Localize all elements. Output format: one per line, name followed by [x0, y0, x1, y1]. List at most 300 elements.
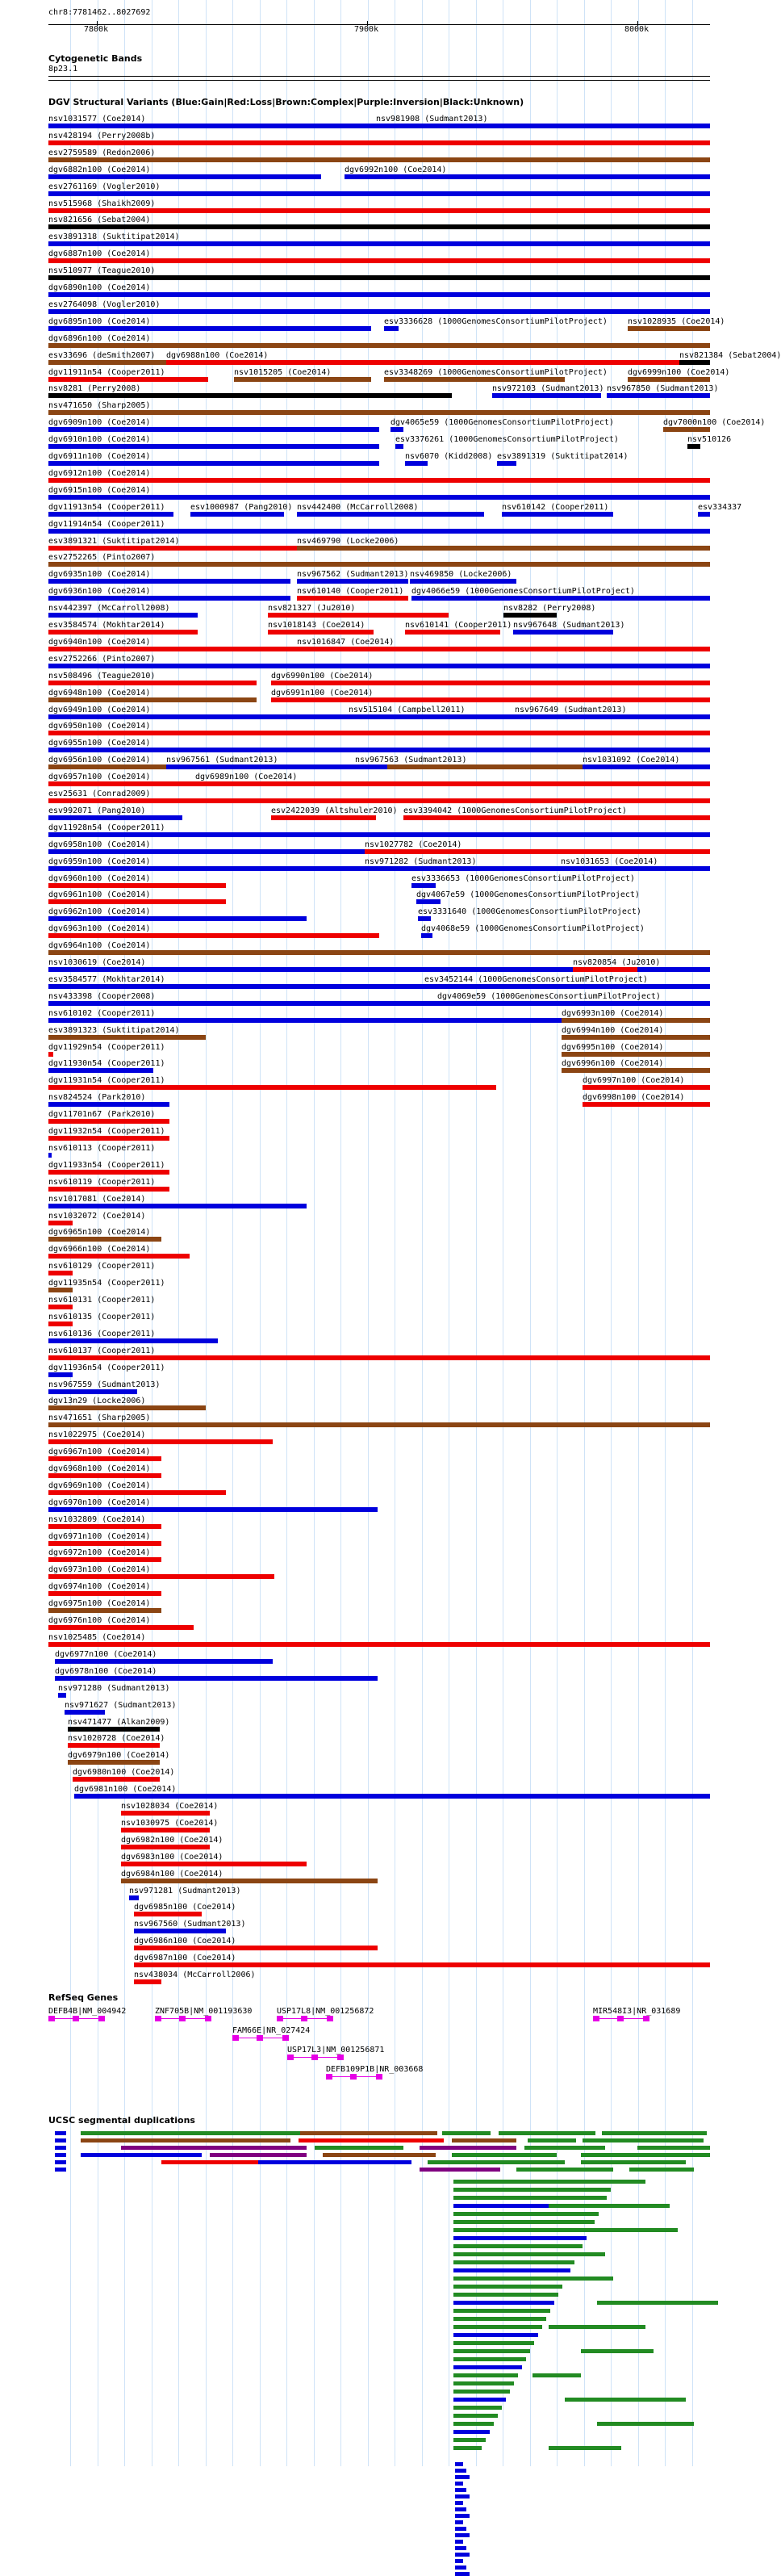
- variant-feature[interactable]: [55, 1676, 378, 1681]
- variant-feature[interactable]: [48, 1119, 169, 1124]
- variant-label[interactable]: nsv610135 (Cooper2011): [48, 1313, 156, 1322]
- variant-feature[interactable]: [562, 1068, 710, 1073]
- variant-label[interactable]: nsv610113 (Cooper2011): [48, 1144, 156, 1153]
- variant-label[interactable]: dgv11913n54 (Cooper2011): [48, 503, 165, 512]
- variant-label[interactable]: dgv6995n100 (Coe2014): [562, 1043, 664, 1052]
- variant-feature[interactable]: [376, 124, 710, 128]
- variant-feature[interactable]: [48, 1405, 206, 1410]
- variant-label[interactable]: dgv6950n100 (Coe2014): [48, 722, 151, 731]
- variant-feature[interactable]: [297, 512, 484, 517]
- segdup-feature[interactable]: [453, 2293, 558, 2297]
- variant-label[interactable]: esv3394042 (1000GenomesConsortiumPilotProject): [403, 806, 627, 815]
- variant-label[interactable]: nsv433398 (Cooper2008): [48, 992, 156, 1001]
- variant-feature[interactable]: [583, 1102, 710, 1107]
- variant-label[interactable]: dgv6909n100 (Coe2014): [48, 418, 151, 427]
- variant-label[interactable]: dgv6972n100 (Coe2014): [48, 1548, 151, 1557]
- variant-label[interactable]: nsv510126: [687, 435, 732, 444]
- variant-feature[interactable]: [48, 1473, 161, 1478]
- variant-label[interactable]: dgv6956n100 (Coe2014): [48, 756, 151, 764]
- variant-label[interactable]: nsv967649 (Sudmant2013): [515, 706, 627, 714]
- variant-label[interactable]: dgv6984n100 (Coe2014): [121, 1870, 223, 1879]
- variant-label[interactable]: dgv11931n54 (Cooper2011): [48, 1076, 165, 1085]
- variant-feature[interactable]: [234, 377, 371, 382]
- segdup-feature[interactable]: [455, 2462, 463, 2466]
- variant-label[interactable]: esv3891323 (Suktitipat2014): [48, 1026, 180, 1035]
- variant-label[interactable]: dgv11930n54 (Cooper2011): [48, 1059, 165, 1068]
- variant-label[interactable]: dgv4067e59 (1000GenomesConsortiumPilotProject): [416, 890, 640, 899]
- variant-feature[interactable]: [48, 731, 710, 735]
- segdup-feature[interactable]: [420, 2146, 516, 2150]
- variant-feature[interactable]: [48, 630, 198, 635]
- variant-label[interactable]: nsv1017081 (Coe2014): [48, 1195, 146, 1204]
- variant-label[interactable]: nsv971281 (Sudmant2013): [129, 1887, 241, 1895]
- segdup-feature[interactable]: [455, 2475, 470, 2479]
- variant-feature[interactable]: [48, 1221, 73, 1225]
- variant-feature[interactable]: [562, 1018, 710, 1023]
- segdup-feature[interactable]: [581, 2153, 710, 2157]
- gene-label[interactable]: FAM66E|NR_027424: [232, 2026, 311, 2035]
- variant-feature[interactable]: [562, 1035, 710, 1040]
- variant-feature[interactable]: [48, 1355, 710, 1360]
- variant-feature[interactable]: [48, 832, 710, 837]
- variant-feature[interactable]: [48, 1305, 73, 1309]
- segdup-feature[interactable]: [453, 2220, 595, 2224]
- segdup-feature[interactable]: [602, 2131, 707, 2135]
- segdup-feature[interactable]: [55, 2153, 66, 2157]
- segdup-feature[interactable]: [549, 2204, 670, 2208]
- segdup-feature[interactable]: [453, 2244, 583, 2248]
- variant-feature[interactable]: [48, 292, 710, 297]
- variant-feature[interactable]: [48, 495, 710, 500]
- variant-label[interactable]: dgv6999n100 (Coe2014): [628, 368, 730, 377]
- segdup-feature[interactable]: [453, 2430, 490, 2434]
- segdup-feature[interactable]: [453, 2301, 554, 2305]
- variant-label[interactable]: nsv1031653 (Coe2014): [561, 857, 658, 866]
- variant-feature[interactable]: [48, 1052, 53, 1057]
- gene-exon[interactable]: [287, 2055, 294, 2060]
- segdup-feature[interactable]: [55, 2131, 66, 2135]
- variant-label[interactable]: dgv6959n100 (Coe2014): [48, 857, 151, 866]
- segdup-feature[interactable]: [55, 2146, 66, 2150]
- variant-label[interactable]: dgv6988n100 (Coe2014): [166, 351, 269, 360]
- segdup-feature[interactable]: [453, 2196, 607, 2200]
- variant-label[interactable]: nsv967561 (Sudmant2013): [166, 756, 278, 764]
- variant-feature[interactable]: [607, 393, 710, 398]
- variant-feature[interactable]: [48, 1389, 137, 1394]
- variant-label[interactable]: nsv469790 (Locke2006): [297, 537, 399, 546]
- variant-feature[interactable]: [345, 174, 710, 179]
- variant-feature[interactable]: [48, 1372, 73, 1377]
- variant-label[interactable]: dgv6985n100 (Coe2014): [134, 1903, 236, 1912]
- gene-label[interactable]: ZNF705B|NM_001193630: [155, 2007, 253, 2016]
- variant-feature[interactable]: [271, 815, 376, 820]
- variant-feature[interactable]: [48, 309, 710, 314]
- variant-feature[interactable]: [48, 562, 710, 567]
- segdup-feature[interactable]: [455, 2494, 470, 2499]
- variant-label[interactable]: nsv469850 (Locke2006): [410, 570, 512, 579]
- variant-feature[interactable]: [48, 1338, 218, 1343]
- variant-feature[interactable]: [663, 427, 710, 432]
- variant-feature[interactable]: [48, 1288, 73, 1292]
- segdup-feature[interactable]: [453, 2325, 542, 2329]
- dgv-track-title[interactable]: DGV Structural Variants (Blue:Gain|Red:Loss|Brown:Complex|Purple:Inversion|Black:Unknown): [48, 97, 524, 107]
- variant-feature[interactable]: [48, 681, 257, 685]
- variant-feature[interactable]: [48, 883, 226, 888]
- variant-feature[interactable]: [48, 174, 321, 179]
- segdup-feature[interactable]: [453, 2188, 611, 2192]
- variant-label[interactable]: nsv610136 (Cooper2011): [48, 1330, 156, 1338]
- variant-feature[interactable]: [48, 444, 379, 449]
- variant-label[interactable]: nsv1018143 (Coe2014): [268, 621, 365, 630]
- segdup-feature[interactable]: [453, 2277, 566, 2281]
- variant-feature[interactable]: [405, 630, 500, 635]
- segdup-feature[interactable]: [528, 2138, 576, 2142]
- variant-feature[interactable]: [437, 1001, 445, 1006]
- variant-feature[interactable]: [384, 326, 399, 331]
- variant-label[interactable]: nsv610142 (Cooper2011): [502, 503, 609, 512]
- variant-label[interactable]: dgv11932n54 (Cooper2011): [48, 1127, 165, 1136]
- variant-label[interactable]: nsv971280 (Sudmant2013): [58, 1684, 170, 1693]
- segdup-feature[interactable]: [442, 2131, 491, 2135]
- variant-label[interactable]: dgv6994n100 (Coe2014): [562, 1026, 664, 1035]
- variant-feature[interactable]: [48, 1574, 274, 1579]
- variant-feature[interactable]: [48, 258, 710, 263]
- variant-label[interactable]: nsv821384 (Sebat2004): [679, 351, 781, 360]
- variant-feature[interactable]: [583, 764, 710, 769]
- segdup-feature[interactable]: [210, 2153, 307, 2157]
- variant-feature[interactable]: [355, 764, 371, 769]
- segdup-feature[interactable]: [455, 2501, 463, 2505]
- variant-feature[interactable]: [384, 377, 565, 382]
- variant-label[interactable]: dgv6992n100 (Coe2014): [345, 165, 447, 174]
- gene-exon[interactable]: [48, 2016, 55, 2021]
- variant-feature[interactable]: [48, 596, 290, 601]
- gene-exon[interactable]: [179, 2016, 186, 2021]
- variant-label[interactable]: dgv6998n100 (Coe2014): [583, 1093, 685, 1102]
- variant-label[interactable]: nsv967562 (Sudmant2013): [297, 570, 409, 579]
- variant-label[interactable]: dgv6910n100 (Coe2014): [48, 435, 151, 444]
- variant-feature[interactable]: [48, 1085, 496, 1090]
- variant-feature[interactable]: [190, 512, 284, 517]
- variant-feature[interactable]: [48, 529, 710, 534]
- variant-label[interactable]: nsv967850 (Sudmant2013): [607, 384, 719, 393]
- variant-label[interactable]: dgv6961n100 (Coe2014): [48, 890, 151, 899]
- segdup-feature[interactable]: [637, 2146, 710, 2150]
- variant-feature[interactable]: [48, 1204, 307, 1208]
- variant-feature[interactable]: [48, 1642, 710, 1647]
- variant-feature[interactable]: [48, 377, 208, 382]
- variant-label[interactable]: nsv821327 (Ju2010): [268, 604, 356, 613]
- variant-feature[interactable]: [48, 1001, 710, 1006]
- segdup-feature[interactable]: [453, 2228, 591, 2232]
- segdup-feature[interactable]: [453, 2390, 510, 2394]
- variant-feature[interactable]: [48, 579, 290, 584]
- variant-label[interactable]: dgv6896n100 (Coe2014): [48, 334, 151, 343]
- variant-label[interactable]: esv2752266 (Pinto2007): [48, 655, 156, 664]
- gene-exon[interactable]: [205, 2016, 211, 2021]
- variant-label[interactable]: dgv6971n100 (Coe2014): [48, 1532, 151, 1541]
- segdup-feature[interactable]: [453, 2381, 514, 2385]
- cytoband-track-title[interactable]: Cytogenetic Bands: [48, 53, 143, 64]
- gene-exon[interactable]: [282, 2035, 289, 2041]
- variant-label[interactable]: esv992071 (Pang2010): [48, 806, 146, 815]
- variant-feature[interactable]: [121, 1862, 307, 1866]
- segdup-feature[interactable]: [455, 2527, 466, 2531]
- variant-label[interactable]: esv25631 (Conrad2009): [48, 790, 151, 798]
- variant-label[interactable]: dgv11933n54 (Cooper2011): [48, 1161, 165, 1170]
- variant-feature[interactable]: [411, 596, 710, 601]
- variant-feature[interactable]: [513, 630, 613, 635]
- variant-feature[interactable]: [48, 1153, 52, 1158]
- gene-exon[interactable]: [301, 2016, 307, 2021]
- variant-feature[interactable]: [48, 1439, 273, 1444]
- variant-label[interactable]: dgv6973n100 (Coe2014): [48, 1565, 151, 1574]
- variant-feature[interactable]: [418, 916, 431, 921]
- variant-feature[interactable]: [48, 1237, 161, 1242]
- variant-feature[interactable]: [48, 461, 379, 466]
- variant-feature[interactable]: [48, 916, 307, 921]
- variant-label[interactable]: dgv6935n100 (Coe2014): [48, 570, 151, 579]
- variant-feature[interactable]: [515, 714, 710, 719]
- variant-label[interactable]: esv3376261 (1000GenomesConsortiumPilotProject): [395, 435, 619, 444]
- segdup-feature[interactable]: [455, 2514, 470, 2518]
- variant-feature[interactable]: [268, 613, 449, 618]
- gene-exon[interactable]: [311, 2055, 318, 2060]
- variant-label[interactable]: dgv6882n100 (Coe2014): [48, 165, 151, 174]
- segdup-feature[interactable]: [453, 2285, 562, 2289]
- variant-feature[interactable]: [48, 1187, 169, 1192]
- variant-label[interactable]: esv3891321 (Suktitipat2014): [48, 537, 180, 546]
- segdup-feature[interactable]: [455, 2553, 470, 2557]
- variant-label[interactable]: dgv6966n100 (Coe2014): [48, 1245, 151, 1254]
- variant-label[interactable]: nsv1016847 (Coe2014): [297, 638, 395, 647]
- variant-label[interactable]: dgv11928n54 (Cooper2011): [48, 823, 165, 832]
- variant-feature[interactable]: [73, 1777, 160, 1782]
- variant-label[interactable]: nsv6070 (Kidd2008): [405, 452, 493, 461]
- variant-feature[interactable]: [562, 1052, 710, 1057]
- variant-label[interactable]: nsv967563 (Sudmant2013): [355, 756, 467, 764]
- variant-feature[interactable]: [48, 1490, 226, 1495]
- variant-feature[interactable]: [65, 1710, 105, 1715]
- gene-label[interactable]: MIR548I3|NR_031689: [593, 2007, 681, 2016]
- variant-label[interactable]: nsv981908 (Sudmant2013): [376, 115, 488, 124]
- variant-label[interactable]: nsv610131 (Cooper2011): [48, 1296, 156, 1305]
- variant-label[interactable]: nsv1032072 (Coe2014): [48, 1212, 146, 1221]
- variant-label[interactable]: esv3336628 (1000GenomesConsortiumPilotProject): [384, 317, 608, 326]
- segdup-feature[interactable]: [300, 2131, 437, 2135]
- variant-label[interactable]: nsv610140 (Cooper2011): [297, 587, 404, 596]
- variant-feature[interactable]: [271, 681, 710, 685]
- variant-label[interactable]: dgv13n29 (Locke2006): [48, 1397, 146, 1405]
- gene-exon[interactable]: [327, 2016, 333, 2021]
- variant-label[interactable]: nsv610102 (Cooper2011): [48, 1009, 156, 1018]
- variant-feature[interactable]: [561, 866, 710, 871]
- gene-label[interactable]: DEFB4B|NM_004942: [48, 2007, 127, 2016]
- segdup-feature[interactable]: [453, 2268, 570, 2272]
- variant-feature[interactable]: [628, 377, 710, 382]
- variant-feature[interactable]: [48, 157, 710, 162]
- variant-label[interactable]: dgv11914n54 (Cooper2011): [48, 520, 165, 529]
- segdup-feature[interactable]: [532, 2373, 581, 2377]
- variant-feature[interactable]: [48, 1524, 161, 1529]
- variant-feature[interactable]: [48, 343, 710, 348]
- variant-label[interactable]: esv3331640 (1000GenomesConsortiumPilotProject): [418, 907, 641, 916]
- variant-label[interactable]: esv3452144 (1000GenomesConsortiumPilotProject): [424, 975, 648, 984]
- segdup-feature[interactable]: [315, 2146, 403, 2150]
- variant-label[interactable]: nsv820854 (Ju2010): [573, 958, 661, 967]
- variant-feature[interactable]: [48, 140, 710, 145]
- variant-label[interactable]: dgv11936n54 (Cooper2011): [48, 1363, 165, 1372]
- variant-label[interactable]: esv2422039 (Altshuler2010): [271, 806, 398, 815]
- variant-feature[interactable]: [421, 933, 432, 938]
- variant-feature[interactable]: [134, 1946, 378, 1950]
- variant-label[interactable]: nsv610141 (Cooper2011): [405, 621, 512, 630]
- gene-exon[interactable]: [326, 2074, 332, 2080]
- gene-exon[interactable]: [376, 2074, 382, 2080]
- variant-label[interactable]: dgv4066e59 (1000GenomesConsortiumPilotProject): [411, 587, 635, 596]
- variant-label[interactable]: esv334337: [698, 503, 742, 512]
- variant-label[interactable]: dgv6996n100 (Coe2014): [562, 1059, 664, 1068]
- variant-feature[interactable]: [134, 1929, 226, 1933]
- variant-feature[interactable]: [48, 664, 710, 668]
- variant-feature[interactable]: [271, 697, 710, 702]
- segdup-feature[interactable]: [453, 2365, 522, 2369]
- variant-label[interactable]: esv2752265 (Pinto2007): [48, 553, 156, 562]
- variant-label[interactable]: dgv6915n100 (Coe2014): [48, 486, 151, 495]
- segdup-feature[interactable]: [81, 2153, 202, 2157]
- variant-feature[interactable]: [58, 1693, 66, 1698]
- variant-label[interactable]: dgv6983n100 (Coe2014): [121, 1853, 223, 1862]
- segdup-feature[interactable]: [455, 2469, 466, 2473]
- variant-feature[interactable]: [48, 815, 182, 820]
- variant-feature[interactable]: [687, 444, 700, 449]
- segdup-feature[interactable]: [453, 2212, 599, 2216]
- variant-label[interactable]: dgv6968n100 (Coe2014): [48, 1464, 151, 1473]
- variant-label[interactable]: nsv438034 (McCarroll2006): [134, 1971, 256, 1979]
- variant-label[interactable]: dgv6887n100 (Coe2014): [48, 249, 151, 258]
- segdup-feature[interactable]: [453, 2406, 502, 2410]
- segdup-feature[interactable]: [597, 2301, 718, 2305]
- segdup-feature[interactable]: [453, 2333, 538, 2337]
- variant-label[interactable]: esv3584577 (Mokhtar2014): [48, 975, 165, 984]
- variant-feature[interactable]: [121, 1828, 210, 1833]
- segdup-feature[interactable]: [629, 2168, 694, 2172]
- variant-label[interactable]: dgv6960n100 (Coe2014): [48, 874, 151, 883]
- variant-label[interactable]: nsv510977 (Teague2010): [48, 266, 156, 275]
- variant-label[interactable]: dgv6974n100 (Coe2014): [48, 1582, 151, 1591]
- variant-feature[interactable]: [395, 444, 403, 449]
- segdup-feature[interactable]: [428, 2160, 565, 2164]
- variant-feature[interactable]: [679, 360, 710, 365]
- variant-feature[interactable]: [48, 1591, 161, 1596]
- variant-feature[interactable]: [48, 798, 710, 803]
- variant-label[interactable]: dgv11911n54 (Cooper2011): [48, 368, 165, 377]
- segdup-feature[interactable]: [455, 2566, 466, 2570]
- gene-exon[interactable]: [617, 2016, 624, 2021]
- variant-label[interactable]: dgv6970n100 (Coe2014): [48, 1498, 151, 1507]
- gene-label[interactable]: USP17L8|NM_001256872: [277, 2007, 374, 2016]
- variant-feature[interactable]: [403, 815, 710, 820]
- variant-label[interactable]: nsv610129 (Cooper2011): [48, 1262, 156, 1271]
- variant-feature[interactable]: [297, 579, 408, 584]
- variant-label[interactable]: dgv6965n100 (Coe2014): [48, 1228, 151, 1237]
- variant-feature[interactable]: [365, 849, 710, 854]
- segdup-feature[interactable]: [55, 2138, 66, 2142]
- variant-label[interactable]: dgv11935n54 (Cooper2011): [48, 1279, 165, 1288]
- variant-feature[interactable]: [48, 697, 257, 702]
- variant-label[interactable]: dgv6976n100 (Coe2014): [48, 1616, 151, 1625]
- variant-label[interactable]: nsv1028935 (Coe2014): [628, 317, 725, 326]
- variant-label[interactable]: dgv6982n100 (Coe2014): [121, 1836, 223, 1845]
- variant-feature[interactable]: [365, 866, 379, 871]
- variant-label[interactable]: nsv442400 (McCarroll2008): [297, 503, 419, 512]
- segdup-feature[interactable]: [339, 2160, 411, 2164]
- variant-feature[interactable]: [121, 1811, 210, 1816]
- variant-label[interactable]: nsv1032809 (Coe2014): [48, 1515, 146, 1524]
- segdup-feature[interactable]: [453, 2180, 615, 2184]
- variant-feature[interactable]: [48, 899, 226, 904]
- gene-label[interactable]: USP17L3|NM_001256871: [287, 2046, 385, 2055]
- variant-feature[interactable]: [48, 1102, 169, 1107]
- variant-feature[interactable]: [121, 1845, 210, 1849]
- variant-label[interactable]: esv3584574 (Mokhtar2014): [48, 621, 165, 630]
- variant-feature[interactable]: [134, 1979, 161, 1984]
- variant-label[interactable]: nsv471651 (Sharp2005): [48, 1414, 151, 1422]
- segdup-feature[interactable]: [121, 2146, 307, 2150]
- variant-feature[interactable]: [48, 478, 710, 483]
- segdup-feature[interactable]: [565, 2398, 686, 2402]
- segdup-feature[interactable]: [453, 2438, 486, 2442]
- variant-feature[interactable]: [48, 1422, 710, 1427]
- variant-label[interactable]: dgv6890n100 (Coe2014): [48, 283, 151, 292]
- gene-exon[interactable]: [337, 2055, 344, 2060]
- variant-feature[interactable]: [48, 208, 710, 213]
- variant-feature[interactable]: [628, 326, 710, 331]
- variant-feature[interactable]: [405, 461, 428, 466]
- variant-feature[interactable]: [129, 1895, 139, 1900]
- variant-label[interactable]: nsv967560 (Sudmant2013): [134, 1920, 246, 1929]
- refseq-track-title[interactable]: RefSeq Genes: [48, 1992, 119, 2003]
- segdup-feature[interactable]: [453, 2373, 518, 2377]
- variant-label[interactable]: dgv6987n100 (Coe2014): [134, 1954, 236, 1962]
- segdup-feature[interactable]: [455, 2482, 463, 2486]
- variant-label[interactable]: dgv6978n100 (Coe2014): [55, 1667, 157, 1676]
- variant-feature[interactable]: [48, 1541, 161, 1546]
- variant-feature[interactable]: [134, 1912, 202, 1916]
- variant-label[interactable]: nsv8282 (Perry2008): [503, 604, 596, 613]
- gene-exon[interactable]: [277, 2016, 283, 2021]
- variant-label[interactable]: esv3348269 (1000GenomesConsortiumPilotProject): [384, 368, 608, 377]
- variant-label[interactable]: dgv6955n100 (Coe2014): [48, 739, 151, 748]
- variant-feature[interactable]: [698, 512, 710, 517]
- variant-feature[interactable]: [416, 899, 441, 904]
- variant-label[interactable]: nsv610137 (Cooper2011): [48, 1347, 156, 1355]
- variant-feature[interactable]: [48, 1035, 206, 1040]
- variant-label[interactable]: nsv824524 (Park2010): [48, 1093, 146, 1102]
- segdup-feature[interactable]: [81, 2138, 290, 2142]
- segdup-feature[interactable]: [455, 2533, 470, 2537]
- variant-label[interactable]: dgv6979n100 (Coe2014): [68, 1751, 170, 1760]
- variant-label[interactable]: dgv6936n100 (Coe2014): [48, 587, 151, 596]
- segdup-feature[interactable]: [455, 2559, 463, 2563]
- variant-label[interactable]: dgv6940n100 (Coe2014): [48, 638, 151, 647]
- segdup-track-title[interactable]: UCSC segmental duplications: [48, 2115, 195, 2126]
- segdup-feature[interactable]: [597, 2180, 645, 2184]
- variant-feature[interactable]: [48, 224, 710, 229]
- variant-label[interactable]: dgv6991n100 (Coe2014): [271, 689, 374, 697]
- gene-exon[interactable]: [350, 2074, 357, 2080]
- segdup-feature[interactable]: [583, 2138, 704, 2142]
